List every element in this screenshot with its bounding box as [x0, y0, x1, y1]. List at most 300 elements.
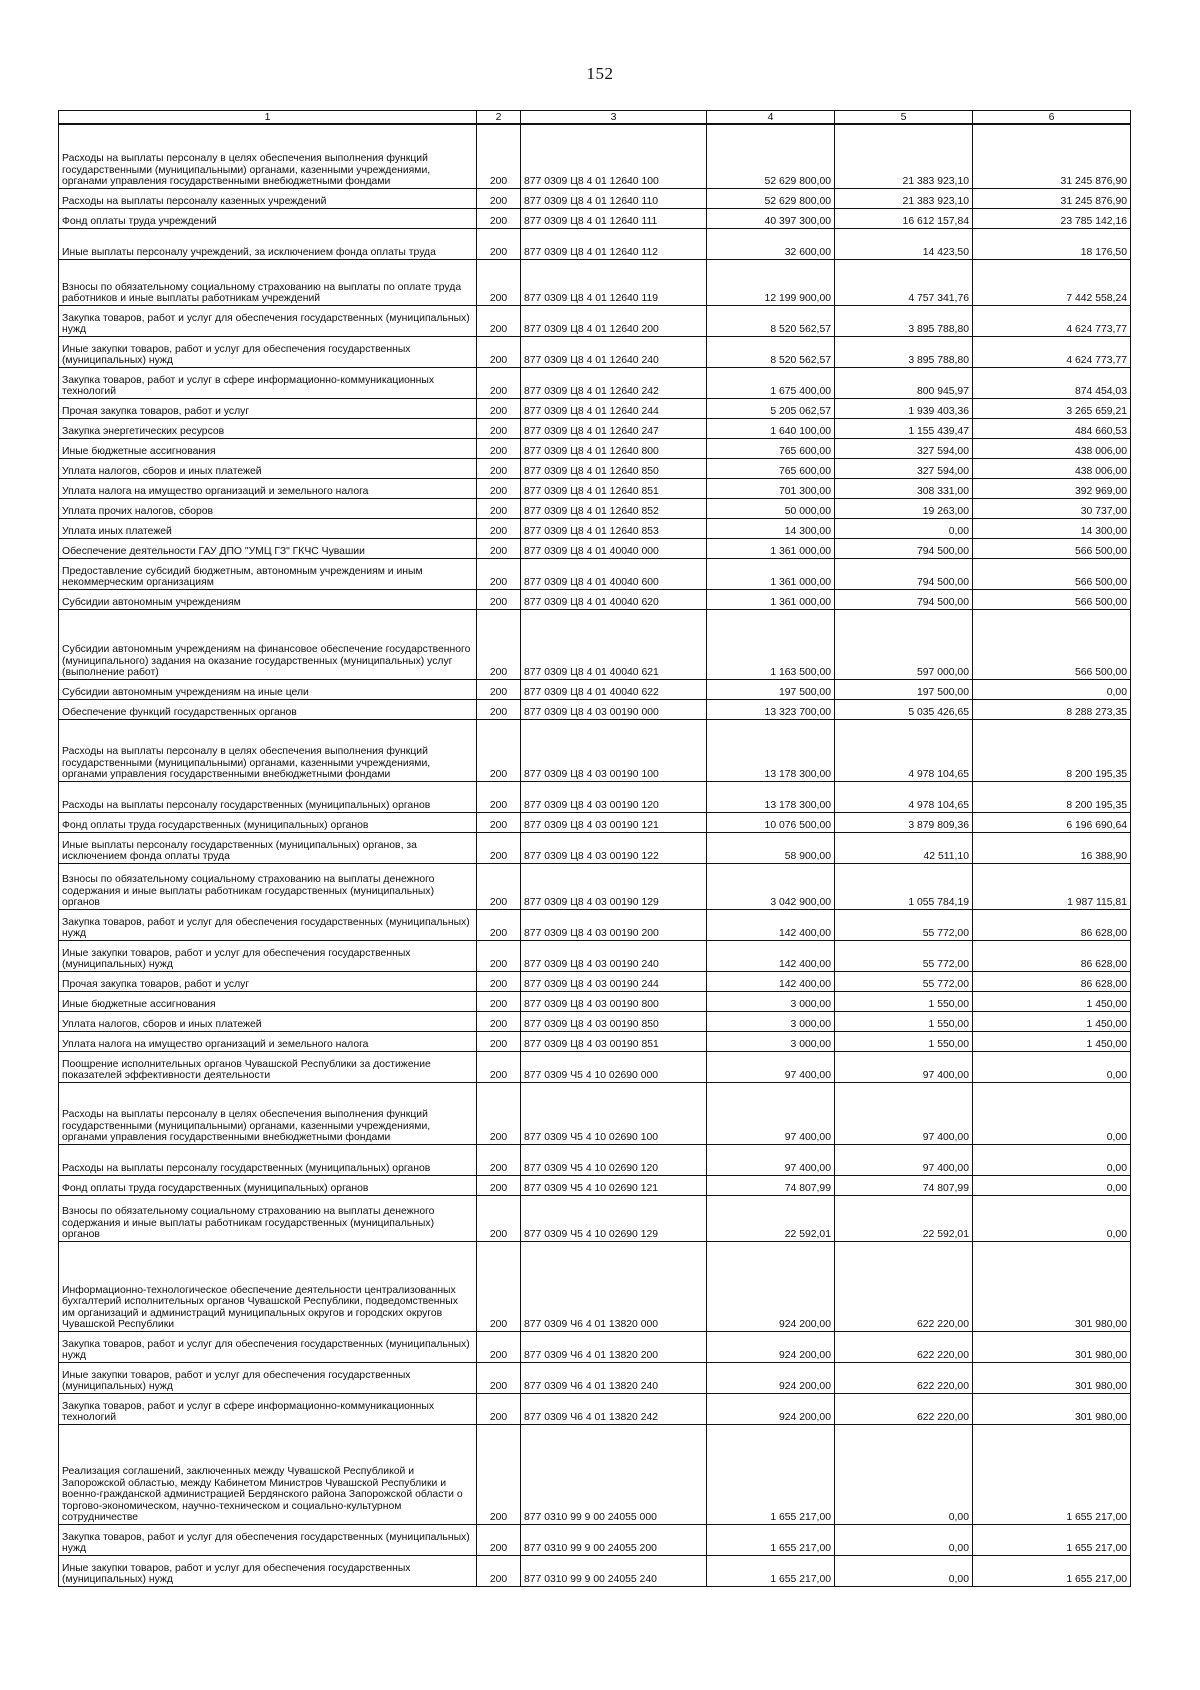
row-code-gr: 200 — [477, 305, 521, 336]
table-row — [59, 367, 1131, 398]
row-value-6: 6 196 690,64 — [973, 812, 1131, 832]
row-name: Фонд оплаты труда государственных (муниципальных) органов — [59, 812, 477, 832]
row-value-4: 142 400,00 — [707, 909, 835, 940]
row-budget-code: 877 0309 Ц8 4 03 00190 129 — [521, 863, 707, 909]
table-row — [59, 1031, 1131, 1051]
row-budget-code: 877 0309 Ц8 4 03 00190 800 — [521, 991, 707, 1011]
row-value-5: 622 220,00 — [835, 1362, 973, 1393]
row-name: Взносы по обязательному социальному страхованию на выплаты денежного содержания и иные выплаты работникам государственных (муниципальных) органов — [59, 1195, 477, 1241]
row-code-gr: 200 — [477, 1031, 521, 1051]
row-value-6: 438 006,00 — [973, 458, 1131, 478]
row-value-4: 5 205 062,57 — [707, 398, 835, 418]
row-code-gr: 200 — [477, 1362, 521, 1393]
table-row — [59, 228, 1131, 259]
row-value-4: 1 675 400,00 — [707, 367, 835, 398]
row-value-6: 23 785 142,16 — [973, 208, 1131, 228]
header-row — [59, 111, 1131, 125]
row-name: Обеспечение деятельности ГАУ ДПО "УМЦ ГЗ" ГКЧС Чувашии — [59, 538, 477, 558]
row-budget-code: 877 0309 Ч5 4 10 02690 100 — [521, 1082, 707, 1144]
row-value-5: 97 400,00 — [835, 1082, 973, 1144]
row-code-gr: 200 — [477, 228, 521, 259]
row-value-6: 86 628,00 — [973, 909, 1131, 940]
row-value-6: 301 980,00 — [973, 1331, 1131, 1362]
row-name: Субсидии автономным учреждениям — [59, 589, 477, 609]
row-value-5: 4 757 341,76 — [835, 259, 973, 305]
row-budget-code: 877 0310 99 9 00 24055 000 — [521, 1424, 707, 1524]
row-value-6: 392 969,00 — [973, 478, 1131, 498]
row-value-5: 197 500,00 — [835, 679, 973, 699]
row-code-gr: 200 — [477, 498, 521, 518]
row-value-6: 1 987 115,81 — [973, 863, 1131, 909]
row-value-6: 1 450,00 — [973, 991, 1131, 1011]
row-budget-code: 877 0309 Ц8 4 01 12640 850 — [521, 458, 707, 478]
row-budget-code: 877 0309 Ч5 4 10 02690 129 — [521, 1195, 707, 1241]
row-value-4: 32 600,00 — [707, 228, 835, 259]
row-value-4: 1 361 000,00 — [707, 589, 835, 609]
row-code-gr: 200 — [477, 971, 521, 991]
table-row — [59, 863, 1131, 909]
row-code-gr: 200 — [477, 438, 521, 458]
row-value-6: 16 388,90 — [973, 832, 1131, 863]
row-name: Обеспечение функций государственных органов — [59, 699, 477, 719]
row-value-4: 142 400,00 — [707, 971, 835, 991]
row-code-gr: 200 — [477, 719, 521, 781]
row-name: Иные закупки товаров, работ и услуг для обеспечения государственных (муниципальных) нужд — [59, 1362, 477, 1393]
row-name: Прочая закупка товаров, работ и услуг — [59, 971, 477, 991]
row-budget-code: 877 0309 Ц8 4 03 00190 240 — [521, 940, 707, 971]
row-name: Расходы на выплаты персоналу казенных учреждений — [59, 188, 477, 208]
row-name: Расходы на выплаты персоналу в целях обеспечения выполнения функций государственными (муниципальными) органами, казенными учреждениями, органами управления государственными внебюджетными фондами — [59, 1082, 477, 1144]
row-name: Закупка товаров, работ и услуг для обеспечения государственных (муниципальных) нужд — [59, 909, 477, 940]
row-value-4: 22 592,01 — [707, 1195, 835, 1241]
row-value-6: 874 454,03 — [973, 367, 1131, 398]
row-value-4: 58 900,00 — [707, 832, 835, 863]
row-code-gr: 200 — [477, 259, 521, 305]
row-value-6: 484 660,53 — [973, 418, 1131, 438]
row-code-gr: 200 — [477, 1082, 521, 1144]
table-row — [59, 438, 1131, 458]
row-value-5: 1 550,00 — [835, 991, 973, 1011]
row-value-4: 13 178 300,00 — [707, 781, 835, 812]
row-name: Расходы на выплаты персоналу государственных (муниципальных) органов — [59, 1144, 477, 1175]
row-code-gr: 200 — [477, 367, 521, 398]
table-row — [59, 498, 1131, 518]
row-code-gr: 200 — [477, 1195, 521, 1241]
row-value-4: 40 397 300,00 — [707, 208, 835, 228]
row-value-5: 1 939 403,36 — [835, 398, 973, 418]
table-row — [59, 208, 1131, 228]
row-name: Иные выплаты персоналу учреждений, за исключением фонда оплаты труда — [59, 228, 477, 259]
row-value-6: 8 200 195,35 — [973, 781, 1131, 812]
row-value-4: 8 520 562,57 — [707, 305, 835, 336]
row-value-4: 924 200,00 — [707, 1331, 835, 1362]
table-row — [59, 1144, 1131, 1175]
row-code-gr: 200 — [477, 812, 521, 832]
table-row — [59, 124, 1131, 188]
row-budget-code: 877 0309 Ц8 4 01 12640 110 — [521, 188, 707, 208]
table-row — [59, 1362, 1131, 1393]
row-budget-code: 877 0309 Ц8 4 01 12640 853 — [521, 518, 707, 538]
table-row — [59, 188, 1131, 208]
table-row — [59, 589, 1131, 609]
row-name: Уплата налогов, сборов и иных платежей — [59, 458, 477, 478]
row-name: Взносы по обязательному социальному страхованию на выплаты по оплате труда работников и иные выплаты работникам учреждений — [59, 259, 477, 305]
row-value-6: 1 450,00 — [973, 1031, 1131, 1051]
row-value-6: 86 628,00 — [973, 940, 1131, 971]
row-budget-code: 877 0309 Ц8 4 01 12640 247 — [521, 418, 707, 438]
row-budget-code: 877 0309 Ц8 4 01 40040 621 — [521, 609, 707, 679]
table-row — [59, 458, 1131, 478]
row-name: Иные бюджетные ассигнования — [59, 438, 477, 458]
row-value-4: 97 400,00 — [707, 1051, 835, 1082]
table-row — [59, 909, 1131, 940]
row-name: Уплата иных платежей — [59, 518, 477, 538]
table-row — [59, 971, 1131, 991]
row-budget-code: 877 0309 Ц8 4 01 12640 112 — [521, 228, 707, 259]
table-row — [59, 679, 1131, 699]
row-value-6: 86 628,00 — [973, 971, 1131, 991]
table-row — [59, 699, 1131, 719]
row-value-6: 1 655 217,00 — [973, 1424, 1131, 1524]
column-header: 5 — [835, 111, 973, 125]
row-value-5: 97 400,00 — [835, 1144, 973, 1175]
row-value-5: 622 220,00 — [835, 1331, 973, 1362]
row-value-5: 0,00 — [835, 518, 973, 538]
row-budget-code: 877 0309 Ц8 4 01 40040 622 — [521, 679, 707, 699]
row-code-gr: 200 — [477, 124, 521, 188]
row-value-4: 74 807,99 — [707, 1175, 835, 1195]
row-value-4: 1 640 100,00 — [707, 418, 835, 438]
row-code-gr: 200 — [477, 1011, 521, 1031]
row-value-4: 142 400,00 — [707, 940, 835, 971]
row-value-6: 8 200 195,35 — [973, 719, 1131, 781]
row-value-5: 55 772,00 — [835, 940, 973, 971]
row-budget-code: 877 0309 Ч6 4 01 13820 200 — [521, 1331, 707, 1362]
row-value-5: 3 895 788,80 — [835, 336, 973, 367]
row-name: Субсидии автономным учреждениям на финансовое обеспечение государственного (муниципального) задания на оказание государственных (муниципальных) услуг (выполнение работ) — [59, 609, 477, 679]
column-header: 3 — [521, 111, 707, 125]
row-budget-code: 877 0309 Ц8 4 01 12640 240 — [521, 336, 707, 367]
row-value-5: 327 594,00 — [835, 458, 973, 478]
row-value-4: 12 199 900,00 — [707, 259, 835, 305]
row-value-4: 924 200,00 — [707, 1393, 835, 1424]
row-value-5: 4 978 104,65 — [835, 781, 973, 812]
table-row — [59, 609, 1131, 679]
row-budget-code: 877 0309 Ц8 4 03 00190 850 — [521, 1011, 707, 1031]
row-budget-code: 877 0309 Ц8 4 03 00190 244 — [521, 971, 707, 991]
row-value-6: 301 980,00 — [973, 1362, 1131, 1393]
table-row — [59, 991, 1131, 1011]
row-budget-code: 877 0309 Ц8 4 03 00190 120 — [521, 781, 707, 812]
row-value-6: 438 006,00 — [973, 438, 1131, 458]
row-value-5: 74 807,99 — [835, 1175, 973, 1195]
row-value-6: 301 980,00 — [973, 1393, 1131, 1424]
row-value-6: 0,00 — [973, 1175, 1131, 1195]
row-name: Иные закупки товаров, работ и услуг для обеспечения государственных (муниципальных) нужд — [59, 940, 477, 971]
row-code-gr: 200 — [477, 699, 521, 719]
table-row — [59, 518, 1131, 538]
row-budget-code: 877 0309 Ч6 4 01 13820 000 — [521, 1241, 707, 1331]
column-header: 4 — [707, 111, 835, 125]
row-budget-code: 877 0309 Ц8 4 01 12640 851 — [521, 478, 707, 498]
table-row — [59, 1424, 1131, 1524]
row-value-4: 50 000,00 — [707, 498, 835, 518]
row-code-gr: 200 — [477, 1393, 521, 1424]
row-value-6: 4 624 773,77 — [973, 305, 1131, 336]
row-value-4: 924 200,00 — [707, 1362, 835, 1393]
row-value-5: 308 331,00 — [835, 478, 973, 498]
row-value-4: 765 600,00 — [707, 458, 835, 478]
row-name: Закупка товаров, работ и услуг для обеспечения государственных (муниципальных) нужд — [59, 1524, 477, 1555]
row-value-5: 55 772,00 — [835, 909, 973, 940]
table-row — [59, 1175, 1131, 1195]
table-row — [59, 1393, 1131, 1424]
row-value-6: 7 442 558,24 — [973, 259, 1131, 305]
row-budget-code: 877 0309 Ч5 4 10 02690 120 — [521, 1144, 707, 1175]
row-value-6: 31 245 876,90 — [973, 188, 1131, 208]
row-code-gr: 200 — [477, 609, 521, 679]
row-value-5: 16 612 157,84 — [835, 208, 973, 228]
row-value-6: 566 500,00 — [973, 609, 1131, 679]
row-budget-code: 877 0309 Ц8 4 01 12640 200 — [521, 305, 707, 336]
row-value-5: 21 383 923,10 — [835, 124, 973, 188]
row-code-gr: 200 — [477, 1241, 521, 1331]
row-code-gr: 200 — [477, 1051, 521, 1082]
row-name: Взносы по обязательному социальному страхованию на выплаты денежного содержания и иные выплаты работникам государственных (муниципальных) органов — [59, 863, 477, 909]
table-row — [59, 940, 1131, 971]
row-value-5: 0,00 — [835, 1424, 973, 1524]
row-value-5: 14 423,50 — [835, 228, 973, 259]
row-value-5: 4 978 104,65 — [835, 719, 973, 781]
table-row — [59, 478, 1131, 498]
row-value-5: 794 500,00 — [835, 589, 973, 609]
table-row — [59, 1331, 1131, 1362]
row-code-gr: 200 — [477, 1555, 521, 1586]
row-budget-code: 877 0309 Ц8 4 01 12640 852 — [521, 498, 707, 518]
row-value-4: 14 300,00 — [707, 518, 835, 538]
table-row — [59, 1051, 1131, 1082]
table-row — [59, 812, 1131, 832]
row-value-6: 1 655 217,00 — [973, 1524, 1131, 1555]
row-value-4: 1 163 500,00 — [707, 609, 835, 679]
row-name: Закупка товаров, работ и услуг для обеспечения государственных (муниципальных) нужд — [59, 1331, 477, 1362]
row-name: Иные закупки товаров, работ и услуг для обеспечения государственных (муниципальных) нужд — [59, 336, 477, 367]
table-row — [59, 305, 1131, 336]
row-budget-code: 877 0310 99 9 00 24055 200 — [521, 1524, 707, 1555]
row-value-5: 0,00 — [835, 1524, 973, 1555]
row-budget-code: 877 0309 Ч6 4 01 13820 242 — [521, 1393, 707, 1424]
table-row — [59, 1082, 1131, 1144]
row-budget-code: 877 0309 Ц8 4 03 00190 122 — [521, 832, 707, 863]
row-value-5: 0,00 — [835, 1555, 973, 1586]
row-budget-code: 877 0310 99 9 00 24055 240 — [521, 1555, 707, 1586]
row-budget-code: 877 0309 Ц8 4 03 00190 100 — [521, 719, 707, 781]
row-code-gr: 200 — [477, 398, 521, 418]
row-name: Иные закупки товаров, работ и услуг для обеспечения государственных (муниципальных) нужд — [59, 1555, 477, 1586]
row-value-4: 52 629 800,00 — [707, 188, 835, 208]
row-code-gr: 200 — [477, 418, 521, 438]
table-row — [59, 781, 1131, 812]
row-value-5: 327 594,00 — [835, 438, 973, 458]
row-value-4: 97 400,00 — [707, 1082, 835, 1144]
row-code-gr: 200 — [477, 940, 521, 971]
row-value-6: 14 300,00 — [973, 518, 1131, 538]
row-code-gr: 200 — [477, 679, 521, 699]
row-value-4: 13 178 300,00 — [707, 719, 835, 781]
row-value-4: 1 361 000,00 — [707, 558, 835, 589]
row-value-5: 5 035 426,65 — [835, 699, 973, 719]
table-row — [59, 538, 1131, 558]
row-value-5: 1 055 784,19 — [835, 863, 973, 909]
row-value-6: 301 980,00 — [973, 1241, 1131, 1331]
row-value-4: 13 323 700,00 — [707, 699, 835, 719]
row-value-6: 3 265 659,21 — [973, 398, 1131, 418]
row-code-gr: 200 — [477, 589, 521, 609]
row-name: Уплата налога на имущество организаций и земельного налога — [59, 478, 477, 498]
row-name: Закупка товаров, работ и услуг в сфере информационно-коммуникационных технологий — [59, 367, 477, 398]
row-value-6: 8 288 273,35 — [973, 699, 1131, 719]
row-code-gr: 200 — [477, 863, 521, 909]
row-value-5: 1 155 439,47 — [835, 418, 973, 438]
row-value-4: 10 076 500,00 — [707, 812, 835, 832]
row-name: Уплата налога на имущество организаций и земельного налога — [59, 1031, 477, 1051]
row-code-gr: 200 — [477, 832, 521, 863]
row-name: Прочая закупка товаров, работ и услуг — [59, 398, 477, 418]
row-budget-code: 877 0309 Ц8 4 03 00190 121 — [521, 812, 707, 832]
row-budget-code: 877 0309 Ц8 4 01 40040 600 — [521, 558, 707, 589]
table-row — [59, 558, 1131, 589]
row-value-5: 19 263,00 — [835, 498, 973, 518]
row-name: Уплата прочих налогов, сборов — [59, 498, 477, 518]
row-name: Закупка товаров, работ и услуг в сфере информационно-коммуникационных технологий — [59, 1393, 477, 1424]
row-value-6: 566 500,00 — [973, 589, 1131, 609]
row-code-gr: 200 — [477, 1331, 521, 1362]
row-code-gr: 200 — [477, 538, 521, 558]
row-name: Расходы на выплаты персоналу в целях обеспечения выполнения функций государственными (муниципальными) органами, казенными учреждениями, органами управления государственными внебюджетными фондами — [59, 124, 477, 188]
row-name: Закупка товаров, работ и услуг для обеспечения государственных (муниципальных) нужд — [59, 305, 477, 336]
row-name: Реализация соглашений, заключенных между Чувашской Республикой и Запорожской областью, между Кабинетом Министров Чувашской Республики и военно-гражданской администрацией Бердянского района Запорожской области о торгово-экономическом, научно-техническом и социально-культурном сотрудничестве — [59, 1424, 477, 1524]
row-value-4: 8 520 562,57 — [707, 336, 835, 367]
row-value-6: 566 500,00 — [973, 558, 1131, 589]
row-budget-code: 877 0309 Ц8 4 01 12640 244 — [521, 398, 707, 418]
row-value-5: 794 500,00 — [835, 558, 973, 589]
row-budget-code: 877 0309 Ц8 4 03 00190 851 — [521, 1031, 707, 1051]
row-value-4: 1 655 217,00 — [707, 1424, 835, 1524]
row-name: Иные бюджетные ассигнования — [59, 991, 477, 1011]
row-budget-code: 877 0309 Ц8 4 01 12640 242 — [521, 367, 707, 398]
row-value-4: 1 361 000,00 — [707, 538, 835, 558]
row-code-gr: 200 — [477, 909, 521, 940]
row-budget-code: 877 0309 Ц8 4 03 00190 200 — [521, 909, 707, 940]
row-value-5: 597 000,00 — [835, 609, 973, 679]
row-value-5: 3 895 788,80 — [835, 305, 973, 336]
row-code-gr: 200 — [477, 1144, 521, 1175]
row-code-gr: 200 — [477, 458, 521, 478]
row-value-6: 0,00 — [973, 1051, 1131, 1082]
row-value-4: 3 042 900,00 — [707, 863, 835, 909]
table-row — [59, 1524, 1131, 1555]
row-value-6: 1 655 217,00 — [973, 1555, 1131, 1586]
row-value-4: 1 655 217,00 — [707, 1555, 835, 1586]
column-header: 1 — [59, 111, 477, 125]
budget-table — [58, 110, 1131, 1587]
row-value-6: 0,00 — [973, 1195, 1131, 1241]
row-value-5: 42 511,10 — [835, 832, 973, 863]
table-body — [59, 124, 1131, 1586]
table-row — [59, 832, 1131, 863]
row-value-5: 1 550,00 — [835, 1031, 973, 1051]
row-code-gr: 200 — [477, 781, 521, 812]
row-code-gr: 200 — [477, 558, 521, 589]
row-name: Фонд оплаты труда учреждений — [59, 208, 477, 228]
row-value-5: 97 400,00 — [835, 1051, 973, 1082]
row-budget-code: 877 0309 Ч5 4 10 02690 000 — [521, 1051, 707, 1082]
row-value-6: 566 500,00 — [973, 538, 1131, 558]
row-name: Расходы на выплаты персоналу в целях обеспечения выполнения функций государственными (муниципальными) органами, казенными учреждениями, органами управления государственными внебюджетными фондами — [59, 719, 477, 781]
row-code-gr: 200 — [477, 991, 521, 1011]
table-row — [59, 1011, 1131, 1031]
row-name: Предоставление субсидий бюджетным, автономным учреждениям и иным некоммерческим организациям — [59, 558, 477, 589]
column-header: 6 — [973, 111, 1131, 125]
row-name: Иные выплаты персоналу государственных (муниципальных) органов, за исключением фонда оплаты труда — [59, 832, 477, 863]
row-value-4: 701 300,00 — [707, 478, 835, 498]
table-row — [59, 1555, 1131, 1586]
row-budget-code: 877 0309 Ц8 4 01 12640 100 — [521, 124, 707, 188]
row-value-5: 794 500,00 — [835, 538, 973, 558]
row-budget-code: 877 0309 Ц8 4 01 12640 111 — [521, 208, 707, 228]
row-value-6: 1 450,00 — [973, 1011, 1131, 1031]
row-name: Поощрение исполнительных органов Чувашской Республики за достижение показателей эффективности деятельности — [59, 1051, 477, 1082]
row-budget-code: 877 0309 Ц8 4 01 40040 000 — [521, 538, 707, 558]
row-value-5: 622 220,00 — [835, 1393, 973, 1424]
row-budget-code: 877 0309 Ц8 4 01 40040 620 — [521, 589, 707, 609]
row-name: Субсидии автономным учреждениям на иные цели — [59, 679, 477, 699]
row-value-5: 3 879 809,36 — [835, 812, 973, 832]
row-value-6: 30 737,00 — [973, 498, 1131, 518]
row-value-6: 31 245 876,90 — [973, 124, 1131, 188]
row-value-4: 3 000,00 — [707, 991, 835, 1011]
row-value-5: 1 550,00 — [835, 1011, 973, 1031]
row-value-6: 0,00 — [973, 1144, 1131, 1175]
row-code-gr: 200 — [477, 1175, 521, 1195]
row-name: Информационно-технологическое обеспечение деятельности централизованных бухгалтерий исполнительных органов Чувашской Республики, подведомственных им организаций и администраций муниципальных округов и городских округов Чувашской Республики — [59, 1241, 477, 1331]
row-value-5: 55 772,00 — [835, 971, 973, 991]
row-value-4: 1 655 217,00 — [707, 1524, 835, 1555]
row-budget-code: 877 0309 Ц8 4 01 12640 119 — [521, 259, 707, 305]
table-row — [59, 259, 1131, 305]
table-header — [59, 111, 1131, 125]
row-value-4: 924 200,00 — [707, 1241, 835, 1331]
row-value-4: 52 629 800,00 — [707, 124, 835, 188]
row-value-6: 18 176,50 — [973, 228, 1131, 259]
table-row — [59, 719, 1131, 781]
table-row — [59, 1241, 1131, 1331]
page-number: 152 — [586, 64, 614, 83]
table-row — [59, 398, 1131, 418]
table-row — [59, 1195, 1131, 1241]
column-header: 2 — [477, 111, 521, 125]
row-code-gr: 200 — [477, 478, 521, 498]
row-value-4: 765 600,00 — [707, 438, 835, 458]
row-value-4: 3 000,00 — [707, 1031, 835, 1051]
row-code-gr: 200 — [477, 188, 521, 208]
table-row — [59, 418, 1131, 438]
row-code-gr: 200 — [477, 1424, 521, 1524]
row-value-6: 0,00 — [973, 1082, 1131, 1144]
row-name: Закупка энергетических ресурсов — [59, 418, 477, 438]
row-budget-code: 877 0309 Ц8 4 03 00190 000 — [521, 699, 707, 719]
row-name: Расходы на выплаты персоналу государственных (муниципальных) органов — [59, 781, 477, 812]
